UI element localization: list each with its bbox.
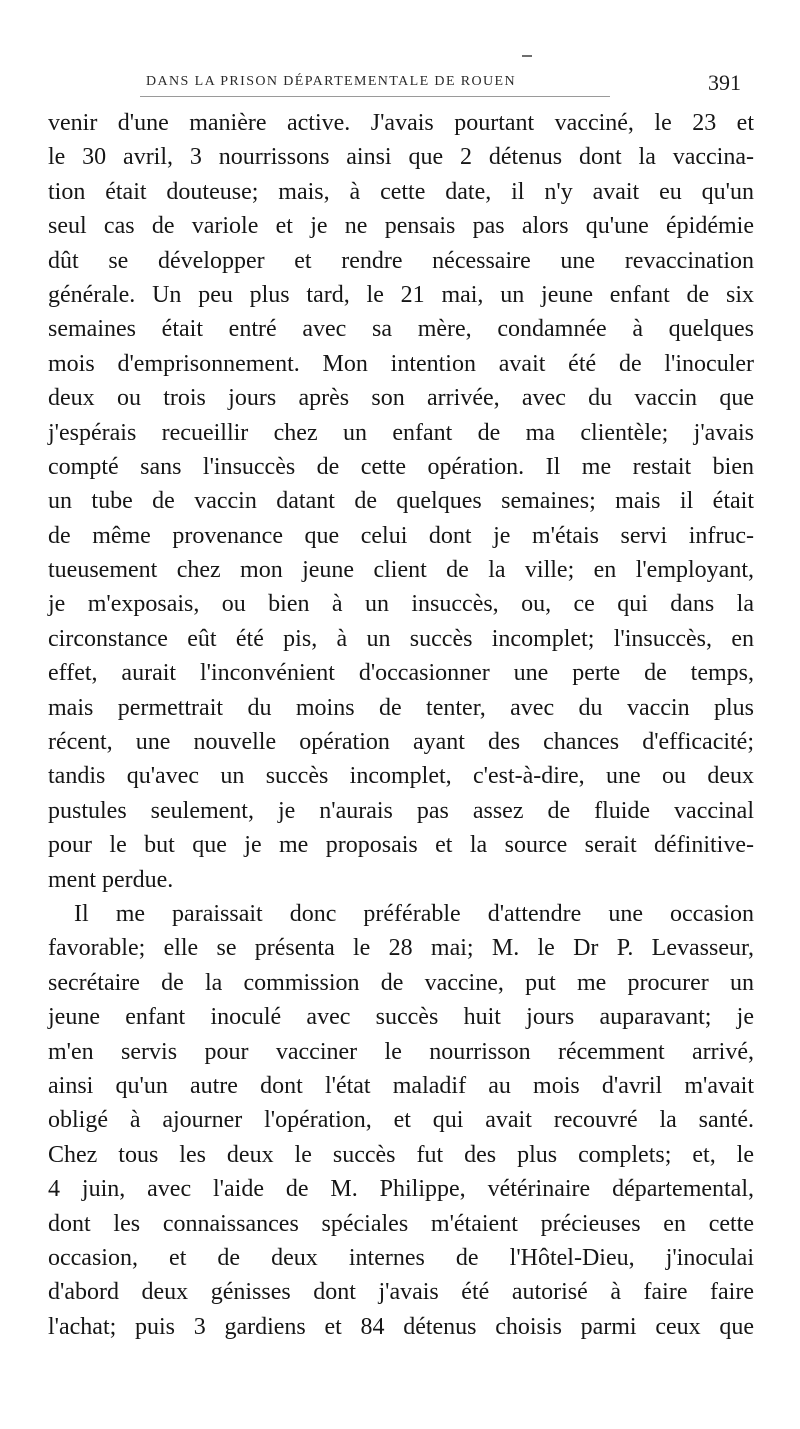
text-line: ainsi qu'un autre dont l'état maladif au mois d'avril m'avait <box>48 1072 754 1099</box>
text-line: secrétaire de la commission de vaccine, put me procurer un <box>48 969 754 996</box>
text-line: tion était douteuse; mais, à cette date, il n'y avait eu qu'un <box>48 178 754 205</box>
text-line: j'espérais recueillir chez un enfant de ma clientèle; j'avais <box>48 419 754 446</box>
page-number: 391 <box>708 70 741 95</box>
paragraph-start-line: Il me paraissait donc préférable d'attendre une occasion <box>74 900 754 927</box>
header-rule <box>140 96 610 97</box>
paragraph-end-line: ment perdue. <box>48 866 174 893</box>
text-line: mois d'emprisonnement. Mon intention avait été de l'inoculer <box>48 350 754 377</box>
text-line: seul cas de variole et je ne pensais pas alors qu'une épidémie <box>48 213 754 240</box>
text-line: pustules seulement, je n'aurais pas assez de fluide vaccinal <box>48 797 754 824</box>
running-head: DANS LA PRISON DÉPARTEMENTALE DE ROUEN <box>146 74 517 89</box>
top-ornament-dash <box>522 55 532 57</box>
text-line: Chez tous les deux le succès fut des plus complets; et, le <box>48 1141 754 1168</box>
text-line: générale. Un peu plus tard, le 21 mai, un jeune enfant de six <box>48 281 754 308</box>
text-line: venir d'une manière active. J'avais pourtant vacciné, le 23 et <box>48 110 754 136</box>
text-line: deux ou trois jours après son arrivée, avec du vaccin que <box>48 385 754 412</box>
text-line: je m'exposais, ou bien à un insuccès, ou, ce qui dans la <box>48 591 754 618</box>
text-line: le 30 avril, 3 nourrissons ainsi que 2 détenus dont la vaccina- <box>48 144 754 171</box>
text-line: occasion, et de deux internes de l'Hôtel-Dieu, j'inoculai <box>48 1244 754 1271</box>
text-line: m'en servis pour vacciner le nourrisson récemment arrivé, <box>48 1038 754 1065</box>
text-line: pour le but que je me proposais et la source serait définitive- <box>48 832 754 859</box>
body-text <box>48 106 754 1344</box>
text-line: d'abord deux génisses dont j'avais été autorisé à faire faire <box>48 1279 754 1306</box>
text-line: favorable; elle se présenta le 28 mai; M. le Dr P. Levasseur, <box>48 935 754 962</box>
text-line: de même provenance que celui dont je m'étais servi infruc- <box>48 522 754 549</box>
text-line: dût se développer et rendre nécessaire une revaccination <box>48 247 754 274</box>
text-line: jeune enfant inoculé avec succès huit jours auparavant; je <box>48 1004 754 1031</box>
text-line: circonstance eût été pis, à un succès incomplet; l'insuccès, en <box>48 625 754 652</box>
text-line: compté sans l'insuccès de cette opération. Il me restait bien <box>48 453 754 480</box>
text-line: récent, une nouvelle opération ayant des chances d'efficacité; <box>48 729 754 756</box>
text-line: l'achat; puis 3 gardiens et 84 détenus choisis parmi ceux que <box>48 1313 754 1340</box>
text-line: un tube de vaccin datant de quelques semaines; mais il était <box>48 488 754 515</box>
text-line: obligé à ajourner l'opération, et qui avait recouvré la santé. <box>48 1107 754 1134</box>
text-line: semaines était entré avec sa mère, condamnée à quelques <box>48 316 754 343</box>
text-line: mais permettrait du moins de tenter, avec du vaccin plus <box>48 694 754 721</box>
text-line: tandis qu'avec un succès incomplet, c'est-à-dire, une ou deux <box>48 763 754 790</box>
text-line: tueusement chez mon jeune client de la ville; en l'employant, <box>48 557 754 584</box>
text-line: dont les connaissances spéciales m'étaient précieuses en cette <box>48 1210 754 1237</box>
text-line: effet, aurait l'inconvénient d'occasionner une perte de temps, <box>48 660 754 687</box>
text-line: 4 juin, avec l'aide de M. Philippe, vétérinaire départemental, <box>48 1176 754 1203</box>
